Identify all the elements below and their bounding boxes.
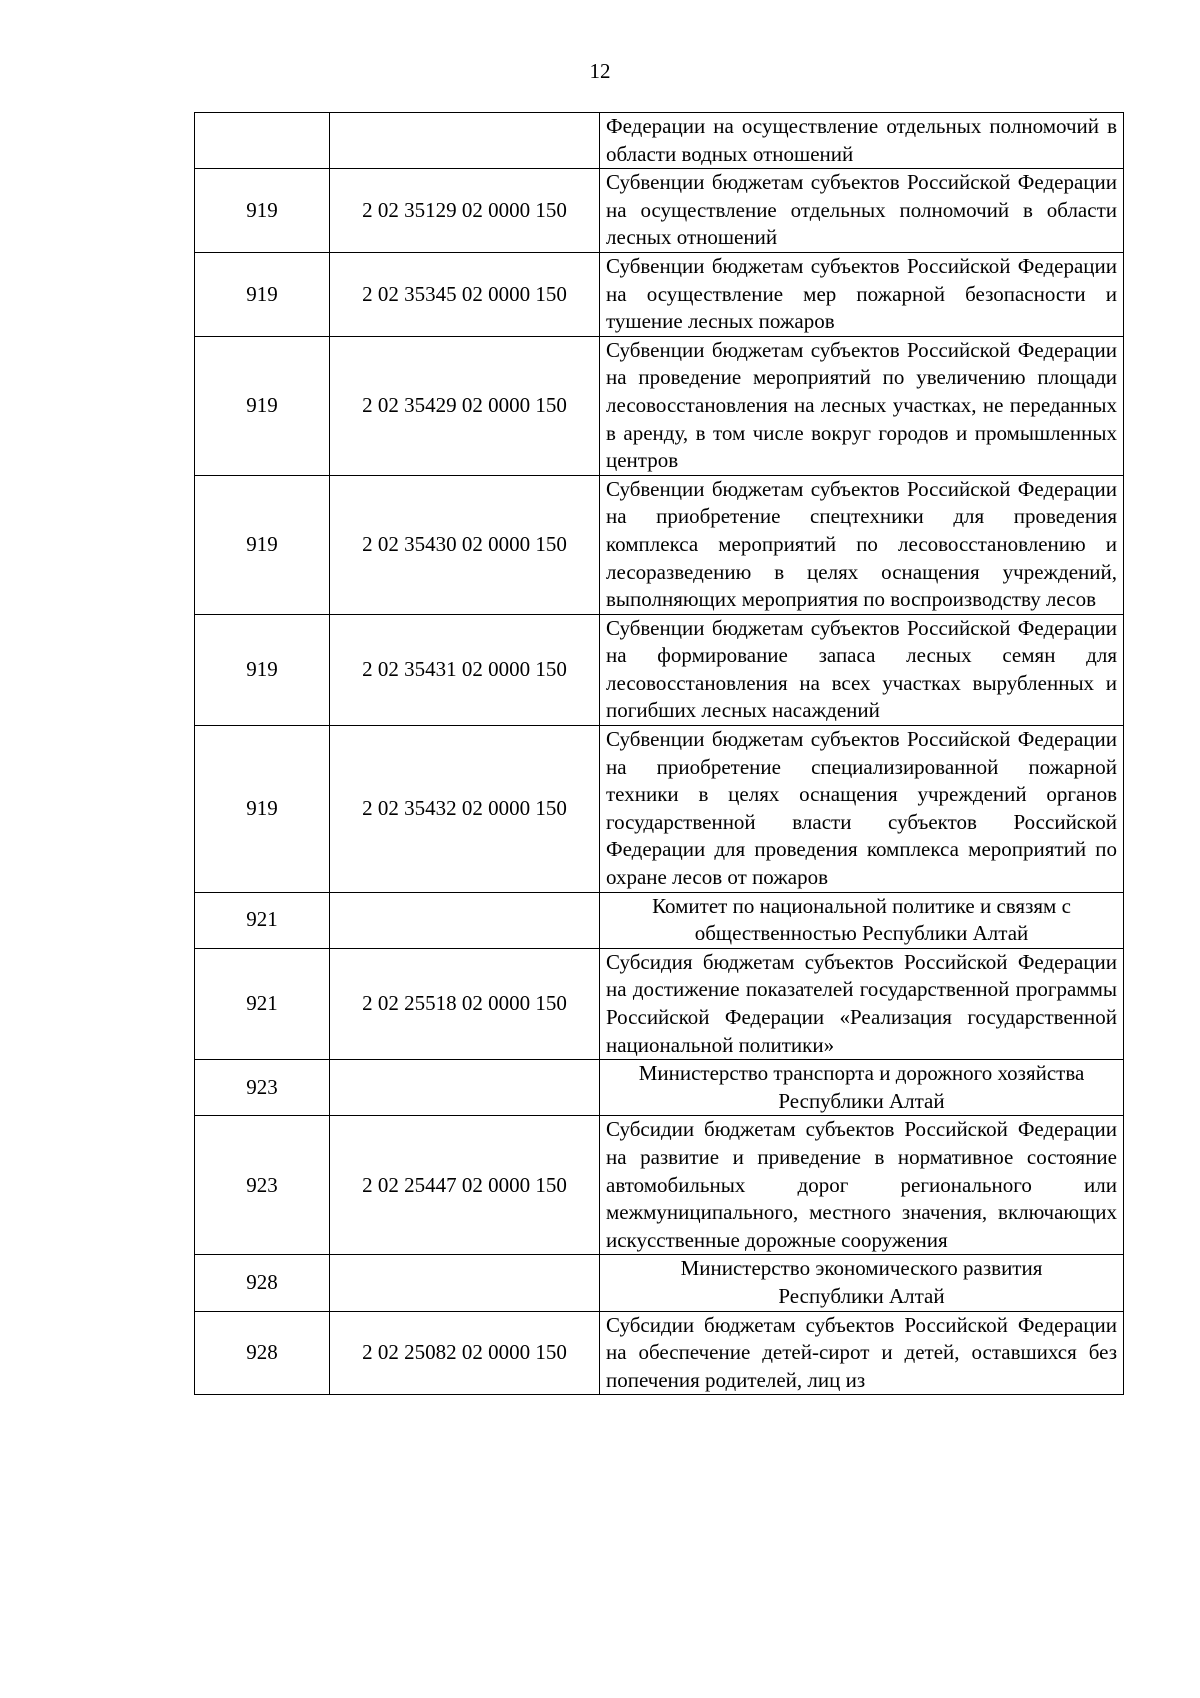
admin-code-cell: 919	[195, 614, 330, 725]
table-row	[195, 1311, 1124, 1395]
admin-code-cell: 928	[195, 1311, 330, 1395]
admin-code-cell: 923	[195, 1116, 330, 1255]
page-number: 12	[589, 59, 611, 83]
description-cell: Субсидии бюджетам субъектов Российской Федерации на обеспечение детей-сирот и детей, оставшихся без попечения родителей, лиц из	[600, 1311, 1124, 1395]
admin-code-cell: 923	[195, 1060, 330, 1116]
budget-code-cell: 2 02 35429 02 0000 150	[330, 336, 600, 475]
budget-code-cell: 2 02 35430 02 0000 150	[330, 475, 600, 614]
budget-code-cell: 2 02 35431 02 0000 150	[330, 614, 600, 725]
table-row	[195, 475, 1124, 614]
table-row	[195, 336, 1124, 475]
department-name-cell: Комитет по национальной политике и связям с общественностью Республики Алтай	[600, 892, 1124, 948]
revenue-code-table	[194, 112, 1124, 1395]
description-cell: Субсидии бюджетам субъектов Российской Федерации на развитие и приведение в нормативное состояние автомобильных дорог регионального или межмуниципального, местного значения, включающих искусственные дорожные сооружения	[600, 1116, 1124, 1255]
admin-code-cell	[195, 113, 330, 169]
table-row-department	[195, 892, 1124, 948]
description-cell: Субвенции бюджетам субъектов Российской Федерации на приобретение спецтехники для проведения комплекса мероприятий по лесовосстановлению и лесоразведению в целях оснащения учреждений, выполняющих мероприятия по воспроизводству лесов	[600, 475, 1124, 614]
admin-code-cell: 919	[195, 252, 330, 336]
table-row	[195, 614, 1124, 725]
table-row	[195, 948, 1124, 1059]
table-row-department	[195, 1060, 1124, 1116]
table-row-department	[195, 1255, 1124, 1311]
description-cell: Субвенции бюджетам субъектов Российской Федерации на формирование запаса лесных семян для лесовосстановления на всех участках вырубленных и погибших лесных насаждений	[600, 614, 1124, 725]
budget-code-cell	[330, 1060, 600, 1116]
description-cell: Субвенции бюджетам субъектов Российской Федерации на проведение мероприятий по увеличению площади лесовосстановления на лесных участках, не переданных в аренду, в том числе вокруг городов и промышленных центров	[600, 336, 1124, 475]
budget-code-cell	[330, 1255, 600, 1311]
department-name-cell: Министерство транспорта и дорожного хозяйства Республики Алтай	[600, 1060, 1124, 1116]
table-row	[195, 726, 1124, 893]
description-cell: Субвенции бюджетам субъектов Российской Федерации на приобретение специализированной пожарной техники в целях оснащения учреждений органов государственной власти субъектов Российской Федерации для проведения комплекса мероприятий по охране лесов от пожаров	[600, 726, 1124, 893]
budget-code-cell: 2 02 35432 02 0000 150	[330, 726, 600, 893]
table-row	[195, 169, 1124, 253]
admin-code-cell: 921	[195, 892, 330, 948]
budget-code-cell: 2 02 35129 02 0000 150	[330, 169, 600, 253]
admin-code-cell: 919	[195, 726, 330, 893]
admin-code-cell: 919	[195, 475, 330, 614]
budget-code-cell: 2 02 25082 02 0000 150	[330, 1311, 600, 1395]
description-cell: Федерации на осуществление отдельных полномочий в области водных отношений	[600, 113, 1124, 169]
admin-code-cell: 928	[195, 1255, 330, 1311]
table-row	[195, 113, 1124, 169]
table-row	[195, 1116, 1124, 1255]
admin-code-cell: 919	[195, 336, 330, 475]
admin-code-cell: 921	[195, 948, 330, 1059]
table-row	[195, 252, 1124, 336]
admin-code-cell: 919	[195, 169, 330, 253]
budget-code-cell: 2 02 25518 02 0000 150	[330, 948, 600, 1059]
description-cell: Субвенции бюджетам субъектов Российской Федерации на осуществление мер пожарной безопасности и тушение лесных пожаров	[600, 252, 1124, 336]
budget-code-cell: 2 02 35345 02 0000 150	[330, 252, 600, 336]
budget-code-cell	[330, 113, 600, 169]
description-cell: Субвенции бюджетам субъектов Российской Федерации на осуществление отдельных полномочий в области лесных отношений	[600, 169, 1124, 253]
budget-code-cell: 2 02 25447 02 0000 150	[330, 1116, 600, 1255]
description-cell: Субсидия бюджетам субъектов Российской Федерации на достижение показателей государственной программы Российской Федерации «Реализация государственной национальной политики»	[600, 948, 1124, 1059]
budget-code-cell	[330, 892, 600, 948]
department-name-cell: Министерство экономического развития Республики Алтай	[600, 1255, 1124, 1311]
